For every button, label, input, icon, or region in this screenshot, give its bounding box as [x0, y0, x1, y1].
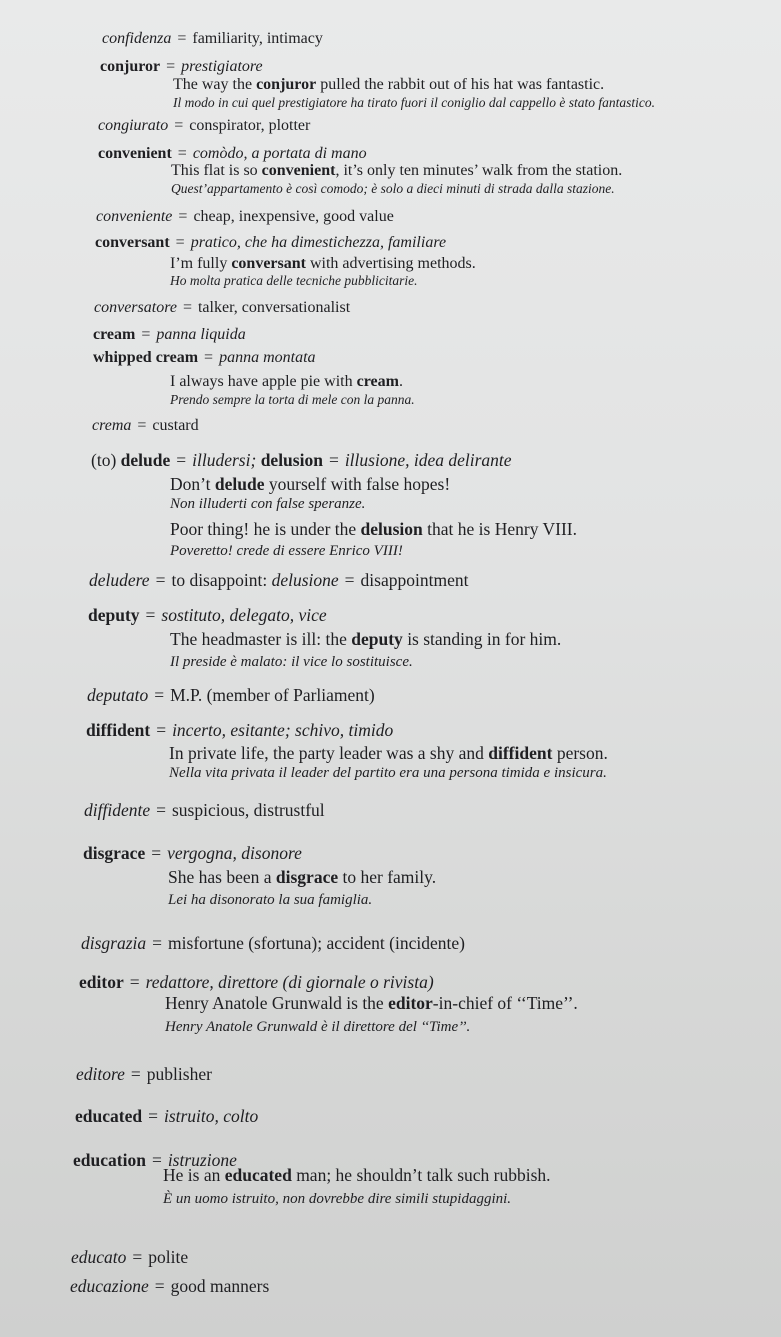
headword-secondary: delusione [271, 570, 339, 590]
example-keyword: delude [214, 474, 265, 494]
definition: misfortune (sfortuna); accident (incidente) [168, 933, 465, 953]
headword: delude [120, 450, 171, 470]
entry-headword-line [83, 845, 302, 863]
example-sentence [169, 745, 608, 763]
equals-sign: = [156, 800, 166, 820]
entry-headword-line [76, 1066, 212, 1084]
headword: congiurato [98, 117, 169, 134]
example-text: He is an [163, 1165, 225, 1185]
entry-headword-line [93, 327, 246, 343]
entry-headword-line [81, 935, 465, 953]
headword: deputato [87, 685, 149, 705]
headword: confidenza [102, 30, 172, 47]
example-text: The headmaster is ill: the [170, 629, 352, 649]
example-sentence [170, 374, 403, 390]
example-text: that he is Henry VIII. [422, 519, 577, 539]
entry-headword-line [94, 300, 350, 316]
example-text: She has been a [168, 867, 276, 887]
definition: vergogna, disonore [167, 843, 302, 863]
entry-headword-line [70, 1278, 269, 1296]
definition: good manners [170, 1276, 270, 1296]
headword: convenient [98, 145, 172, 162]
example-text: This flat is so [171, 162, 262, 179]
example-sentence [170, 476, 450, 494]
example-translation: Il preside è malato: il vice lo sostituisce. [170, 654, 413, 670]
equals-sign: = [328, 450, 339, 470]
example-translation: Non illuderti con false speranze. [170, 496, 366, 512]
entry-headword-line [98, 146, 367, 162]
definition: panna liquida [156, 326, 246, 343]
entry-headword-line [102, 31, 323, 47]
headword-secondary: delusion [260, 450, 323, 470]
equals-sign: = [137, 417, 147, 434]
definition: prestigiatore [181, 58, 263, 75]
equals-sign: = [152, 933, 163, 953]
entry-headword-line [91, 452, 512, 470]
entry-headword-line [86, 722, 393, 740]
equals-sign: = [130, 1064, 141, 1084]
headword: deputy [88, 605, 140, 625]
definition: illudersi; [192, 450, 257, 470]
equals-sign: = [177, 30, 187, 47]
equals-sign: = [174, 117, 184, 134]
headword: deludere [89, 570, 150, 590]
example-translation: Lei ha disonorato la sua famiglia. [168, 892, 373, 908]
equals-sign: = [155, 570, 166, 590]
definition: conspirator, plotter [189, 117, 311, 134]
example-translation: Ho molta pratica delle tecniche pubblicitarie. [170, 273, 418, 288]
example-keyword: conversant [231, 255, 306, 272]
headword: crema [92, 417, 132, 434]
example-sentence [170, 256, 476, 272]
equals-sign: = [151, 1150, 162, 1170]
example-sentence [165, 995, 578, 1013]
headword: whipped cream [93, 349, 199, 366]
entry-headword-line [92, 418, 199, 434]
example-keyword: diffident [488, 743, 553, 763]
example-keyword: educated [224, 1165, 292, 1185]
example-text: -in-chief of ‘‘Time’’. [432, 993, 578, 1013]
definition-secondary: illusione, idea delirante [344, 450, 512, 470]
example-text: Don’t [170, 474, 215, 494]
example-text: The way the [173, 76, 257, 93]
example-sentence [163, 1167, 551, 1185]
example-sentence [173, 77, 604, 93]
equals-sign: = [148, 1106, 158, 1126]
example-translation: Henry Anatole Grunwald è il direttore del ‘‘Time’’. [165, 1019, 471, 1035]
definition: custard [152, 417, 199, 434]
headword: editore [76, 1064, 125, 1084]
equals-sign: = [344, 570, 355, 590]
headword: educazione [70, 1276, 149, 1296]
example-keyword: cream [356, 373, 399, 390]
entry-headword-line [89, 572, 468, 590]
example-text: , it’s only ten minutes’ walk from the station. [335, 162, 623, 179]
example-text: person. [552, 743, 608, 763]
equals-sign: = [175, 234, 185, 251]
headword: educated [75, 1106, 143, 1126]
definition: incerto, esitante; schivo, timido [172, 720, 394, 740]
equals-sign: = [204, 349, 214, 366]
definition: publisher [146, 1064, 212, 1084]
equals-sign: = [145, 605, 156, 625]
definition: talker, conversationalist [197, 299, 351, 316]
example-keyword: convenient [261, 162, 336, 179]
definition: familiarity, intimacy [192, 30, 323, 47]
entry-headword-line [84, 802, 325, 820]
definition-secondary: disappointment [360, 570, 469, 590]
equals-sign: = [166, 58, 176, 75]
entry-headword-line [71, 1249, 188, 1267]
equals-sign: = [177, 145, 187, 162]
definition: suspicious, distrustful [171, 800, 325, 820]
headword: conveniente [96, 208, 173, 225]
entry-headword-line [100, 59, 263, 75]
headword: conversant [95, 234, 170, 251]
example-keyword: disgrace [275, 867, 339, 887]
equals-sign: = [178, 208, 188, 225]
term-prefix: (to) [91, 450, 121, 470]
headword: cream [93, 326, 136, 343]
headword: disgrazia [81, 933, 147, 953]
equals-sign: = [132, 1247, 143, 1267]
example-text: I always have apple pie with [170, 373, 357, 390]
example-text: . [398, 373, 403, 390]
headword: educato [71, 1247, 127, 1267]
definition: pratico, che ha dimestichezza, familiare [190, 234, 447, 251]
headword: diffident [86, 720, 151, 740]
definition: panna montata [219, 349, 316, 366]
equals-sign: = [176, 450, 187, 470]
example-sentence [168, 869, 436, 887]
equals-sign: = [156, 720, 167, 740]
example-translation: È un uomo istruito, non dovrebbe dire simili stupidaggini. [163, 1191, 512, 1207]
example-sentence [171, 163, 622, 179]
definition: istruito, colto [163, 1106, 259, 1126]
headword: editor [79, 972, 124, 992]
definition: M.P. (member of Parliament) [170, 685, 375, 705]
definition: to disappoint: [171, 570, 268, 590]
example-translation: Prendo sempre la torta di mele con la panna. [170, 392, 415, 407]
example-text: pulled the rabbit out of his hat was fantastic. [316, 76, 605, 93]
definition: istruzione [167, 1150, 237, 1170]
example-sentence-2 [170, 521, 577, 539]
example-text: with advertising methods. [305, 255, 476, 272]
example-text: Henry Anatole Grunwald is the [165, 993, 389, 1013]
equals-sign: = [182, 299, 192, 316]
equals-sign: = [151, 843, 162, 863]
entry-headword-line [96, 209, 394, 225]
example-translation: Il modo in cui quel prestigiatore ha tirato fuori il coniglio dal cappello è stato fantastico. [173, 95, 655, 110]
entry-headword-line [88, 607, 327, 625]
definition: cheap, inexpensive, good value [193, 208, 394, 225]
entry-headword-line [87, 687, 375, 705]
example-text: In private life, the party leader was a shy and [169, 743, 489, 763]
headword: disgrace [83, 843, 146, 863]
example-sentence [170, 631, 561, 649]
entry-headword-line [79, 974, 434, 992]
equals-sign: = [154, 1276, 165, 1296]
definition: sostituto, delegato, vice [161, 605, 327, 625]
example-keyword: delusion [360, 519, 423, 539]
headword: diffidente [84, 800, 151, 820]
example-translation: Poveretto! crede di essere Enrico VIII! [170, 543, 403, 559]
entry-headword-line [75, 1108, 258, 1126]
entry-headword-line [95, 235, 446, 251]
equals-sign: = [129, 972, 140, 992]
headword: conversatore [94, 299, 177, 316]
definition: comòdo, a portata di mano [192, 145, 367, 162]
equals-sign: = [141, 326, 151, 343]
example-text: Poor thing! he is under the [170, 519, 361, 539]
example-keyword: conjuror [256, 76, 317, 93]
example-keyword: deputy [351, 629, 403, 649]
example-text: I’m fully [170, 255, 232, 272]
example-translation: Nella vita privata il leader del partito era una persona timida e insicura. [169, 765, 607, 781]
example-translation: Quest’appartamento è così comodo; è solo a dieci minuti di strada dalla stazione. [171, 181, 615, 196]
example-text: yourself with false hopes! [264, 474, 451, 494]
headword: education [73, 1150, 146, 1170]
example-text: man; he shouldn’t talk such rubbish. [291, 1165, 551, 1185]
example-text: is standing in for him. [402, 629, 562, 649]
definition: polite [148, 1247, 189, 1267]
equals-sign: = [154, 685, 165, 705]
entry-headword-line [93, 350, 316, 366]
headword: conjuror [100, 58, 161, 75]
example-keyword: editor [388, 993, 433, 1013]
definition: redattore, direttore (di giornale o rivista) [145, 972, 434, 992]
example-text: to her family. [338, 867, 437, 887]
entry-headword-line [98, 118, 310, 134]
